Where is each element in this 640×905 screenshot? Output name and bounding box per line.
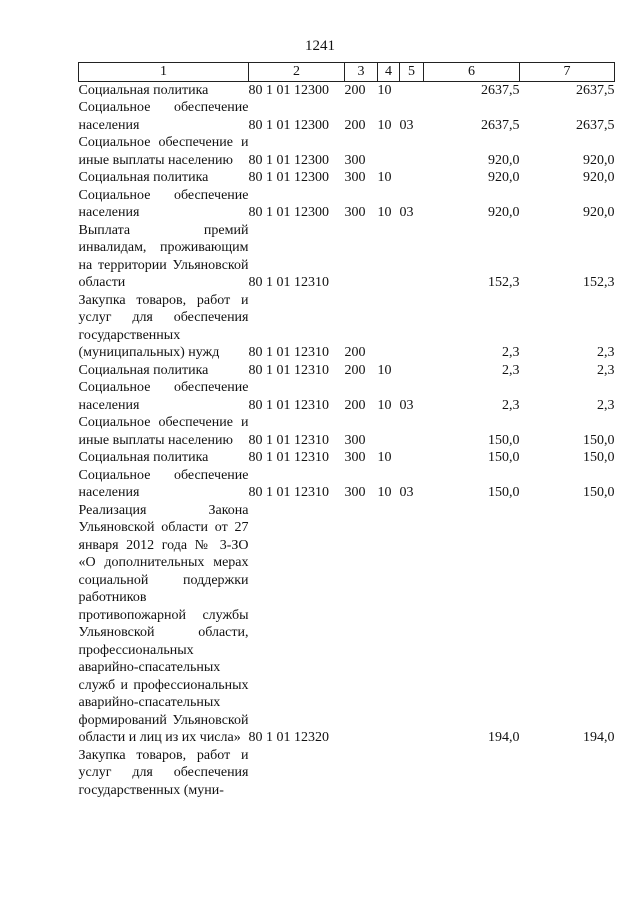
expense-type: 300: [344, 152, 366, 168]
row-name: Социальная политика: [78, 170, 209, 185]
amount-col7: 920,0: [583, 152, 615, 168]
section: [378, 134, 400, 169]
target-code: [249, 747, 345, 800]
budget-table: [78, 62, 615, 799]
target-code: 80 1 01 12310: [248, 345, 329, 360]
header-row: [79, 63, 615, 82]
expense-type: [345, 747, 378, 800]
amount-col7: 920,0: [583, 170, 615, 185]
row-name: Социальное обеспечение населения: [78, 380, 249, 413]
section: 10: [377, 82, 392, 98]
amount-col6: 2637,5: [481, 117, 520, 133]
table-row: [79, 467, 615, 502]
amount-col6: 152,3: [488, 275, 520, 290]
amount-col6: 150,0: [488, 485, 520, 500]
table-row: [79, 292, 615, 362]
amount-col7: 150,0: [583, 485, 615, 500]
subsection: [400, 502, 424, 747]
amount-col7: 150,0: [583, 450, 615, 465]
section: 10: [377, 117, 392, 133]
section: 10: [377, 205, 392, 220]
row-name: Закупка товаров, работ и услуг для обеспечения государственных (муниципальных) нужд: [78, 292, 249, 360]
row-name: Закупка товаров, работ и услуг для обеспечения государственных (муни-: [78, 747, 249, 798]
amount-col7: 2637,5: [576, 82, 615, 98]
subsection: 03: [399, 485, 414, 500]
section: [378, 222, 400, 292]
table-row: [79, 414, 615, 449]
expense-type: 200: [344, 117, 366, 133]
amount-col6: 920,0: [488, 152, 520, 168]
amount-col6: 920,0: [488, 205, 520, 220]
target-code: 80 1 01 12310: [248, 397, 329, 413]
table-row: [79, 187, 615, 222]
subsection: [400, 449, 424, 467]
target-code: 80 1 01 12310: [248, 450, 329, 465]
row-name: Социальное обеспечение населения: [78, 467, 249, 500]
row-name: Выплата премий инвалидам, проживающим на территории Ульяновской области: [78, 222, 249, 290]
subsection: [400, 134, 424, 169]
section: 10: [377, 485, 392, 500]
row-name: Социальная политика: [78, 450, 209, 465]
page-number: 1241: [305, 38, 335, 54]
expense-type: 300: [344, 170, 366, 185]
row-name: Социальное обеспечение населения: [78, 187, 249, 220]
table-row: [79, 747, 615, 800]
amount-col6: 150,0: [488, 450, 520, 465]
row-name: Социальная политика: [78, 362, 209, 378]
amount-col6: 2,3: [502, 362, 520, 378]
table-row: [79, 99, 615, 134]
table-body: [79, 81, 615, 799]
expense-type: 200: [344, 397, 366, 413]
table-row: [79, 449, 615, 467]
expense-type: [345, 222, 378, 292]
amount-col6: 150,0: [488, 432, 520, 448]
expense-type: 200: [344, 345, 366, 360]
amount-col6: 2637,5: [481, 82, 520, 98]
target-code: 80 1 01 12300: [248, 82, 329, 98]
row-name: Реализация Закона Ульяновской области от 27 января 2012 года № 3-ЗО «О дополнительных мерах социальной поддержки работников противопожарной службы Ульяновской области, профессиональных аварийно-спасательных служб и профессиональных аварийно-спасательных формирований Ульяновской области и лиц из их числа»: [78, 502, 249, 745]
amount-col7: 2,3: [597, 397, 615, 413]
subsection: [400, 81, 424, 99]
target-code: 80 1 01 12310: [248, 432, 329, 448]
expense-type: 300: [344, 205, 366, 220]
section: [378, 502, 400, 747]
amount-col7: 194,0: [583, 730, 615, 745]
subsection: [400, 747, 424, 800]
section: 10: [377, 170, 392, 185]
target-code: 80 1 01 12300: [248, 170, 329, 185]
target-code: 80 1 01 12310: [248, 275, 329, 290]
expense-type: [345, 502, 378, 747]
section: [378, 414, 400, 449]
column-header-2: 2: [249, 63, 345, 82]
table-row: [79, 134, 615, 169]
column-header-4: 4: [378, 63, 400, 82]
column-header-3: 3: [345, 63, 378, 82]
expense-type: 200: [344, 362, 366, 378]
amount-col7: 2,3: [597, 345, 615, 360]
table-row: [79, 222, 615, 292]
amount-col7: 150,0: [583, 432, 615, 448]
amount-col6: 920,0: [488, 170, 520, 185]
subsection: 03: [399, 397, 414, 413]
target-code: 80 1 01 12320: [248, 730, 329, 745]
row-name: Социальная политика: [78, 82, 209, 98]
expense-type: 300: [344, 450, 366, 465]
subsection: 03: [399, 117, 414, 133]
expense-type: 200: [344, 82, 366, 98]
subsection: [400, 362, 424, 380]
table-row: [79, 502, 615, 747]
subsection: [400, 222, 424, 292]
section: 10: [377, 450, 392, 465]
amount-col6: 2,3: [502, 345, 520, 360]
target-code: 80 1 01 12310: [248, 485, 329, 500]
subsection: [400, 414, 424, 449]
amount-col6: [424, 747, 520, 800]
expense-type: 300: [344, 432, 366, 448]
column-header-7: 7: [520, 63, 615, 82]
table-row: [79, 81, 615, 99]
target-code: 80 1 01 12300: [248, 205, 329, 220]
row-name: Социальное обеспечение и иные выплаты населению: [78, 135, 249, 168]
row-name: Социальное обеспечение населения: [78, 100, 249, 133]
section: [378, 292, 400, 362]
subsection: 03: [399, 205, 414, 220]
column-header-5: 5: [400, 63, 424, 82]
target-code: 80 1 01 12300: [248, 117, 329, 133]
table-row: [79, 169, 615, 187]
expense-type: 300: [344, 485, 366, 500]
subsection: [400, 169, 424, 187]
target-code: 80 1 01 12310: [248, 362, 329, 378]
subsection: [400, 292, 424, 362]
amount-col7: [520, 747, 615, 800]
row-name: Социальное обеспечение и иные выплаты населению: [78, 415, 249, 448]
table-header: [79, 63, 615, 82]
amount-col6: 2,3: [502, 397, 520, 413]
amount-col7: 2,3: [597, 362, 615, 378]
section: [378, 747, 400, 800]
section: 10: [377, 362, 392, 378]
target-code: 80 1 01 12300: [248, 152, 329, 168]
table-row: [79, 362, 615, 380]
column-header-1: 1: [79, 63, 249, 82]
table-row: [79, 379, 615, 414]
section: 10: [377, 397, 392, 413]
amount-col7: 920,0: [583, 205, 615, 220]
amount-col7: 2637,5: [576, 117, 615, 133]
amount-col7: 152,3: [583, 275, 615, 290]
amount-col6: 194,0: [488, 730, 520, 745]
column-header-6: 6: [424, 63, 520, 82]
